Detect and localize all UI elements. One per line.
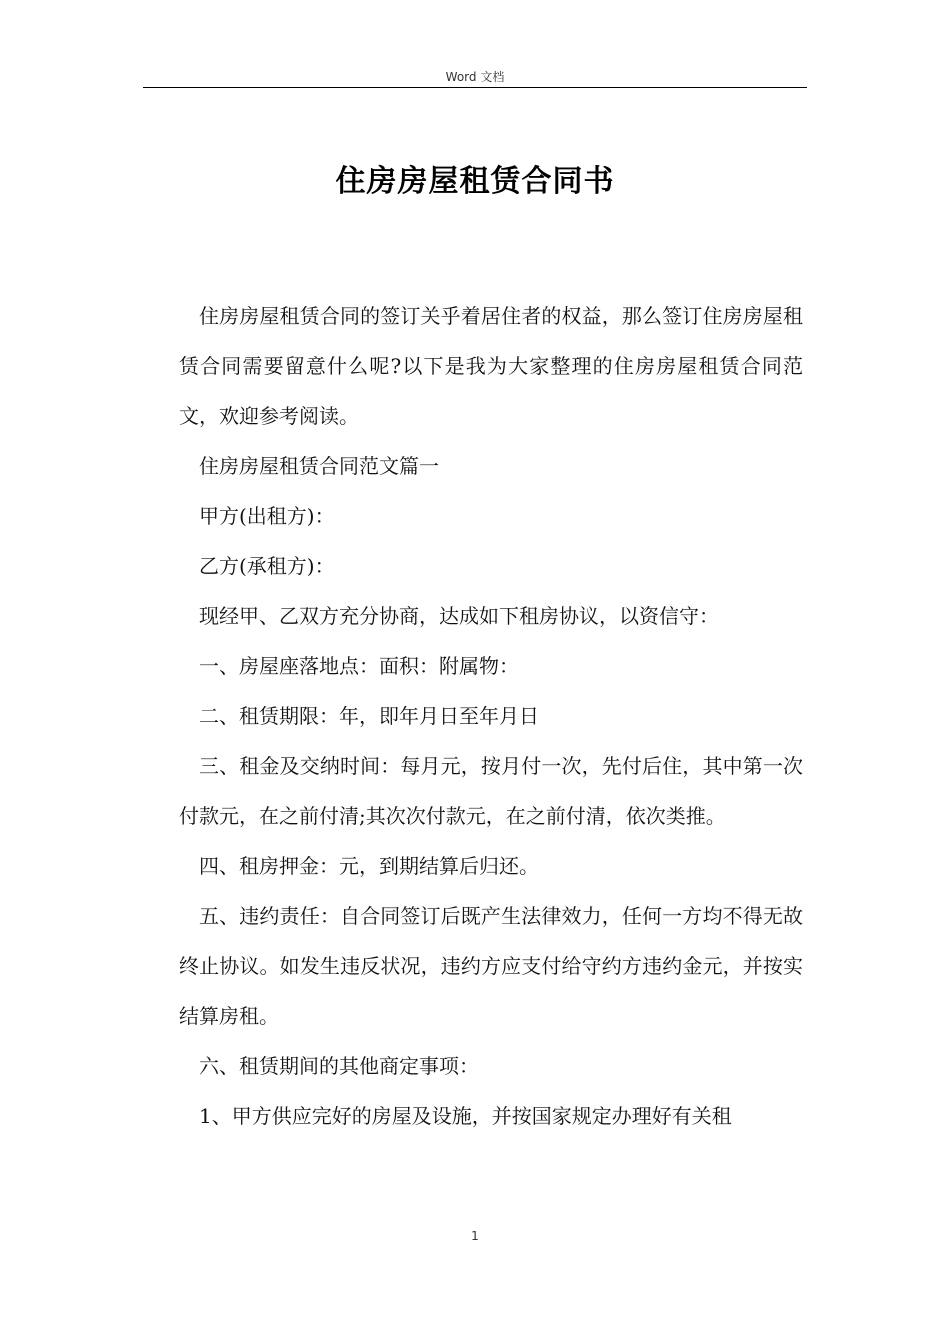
- paragraph: 1、甲方供应完好的房屋及设施，并按国家规定办理好有关租: [199, 1104, 732, 1128]
- paragraph: 住房房屋租赁合同的签订关乎着居住者的权益，那么签订住房房屋租赁合同需要留意什么呢?以下是我为大家整理的住房房屋租赁合同范文，欢迎参考阅读。: [179, 304, 803, 428]
- paragraph: 二、租赁期限：年，即年月日至年月日: [199, 704, 539, 728]
- paragraph: 住房房屋租赁合同范文篇一: [199, 454, 439, 478]
- page-number: 1: [471, 1229, 479, 1243]
- paragraph: 乙方(承租方)：: [199, 554, 335, 578]
- document-body: [179, 291, 803, 1141]
- paragraph: 六、租赁期间的其他商定事项：: [199, 1054, 479, 1078]
- paragraph: 甲方(出租方)：: [199, 504, 335, 528]
- header-rule: [143, 87, 807, 88]
- page-header: Word 文档: [445, 70, 505, 84]
- paragraph: 四、租房押金：元，到期结算后归还。: [199, 854, 539, 878]
- paragraph: 五、违约责任：自合同签订后既产生法律效力，任何一方均不得无故终止协议。如发生违反状况，违约方应支付给守约方违约金元，并按实结算房租。: [179, 904, 803, 1028]
- paragraph: 一、房屋座落地点：面积：附属物：: [199, 654, 519, 678]
- paragraph: 三、租金及交纳时间：每月元，按月付一次，先付后住，其中第一次付款元，在之前付清;其次次付款元，在之前付清，依次类推。: [179, 754, 803, 828]
- document-title: 住房房屋租赁合同书: [335, 164, 615, 199]
- paragraph: 现经甲、乙双方充分协商，达成如下租房协议，以资信守：: [199, 604, 719, 628]
